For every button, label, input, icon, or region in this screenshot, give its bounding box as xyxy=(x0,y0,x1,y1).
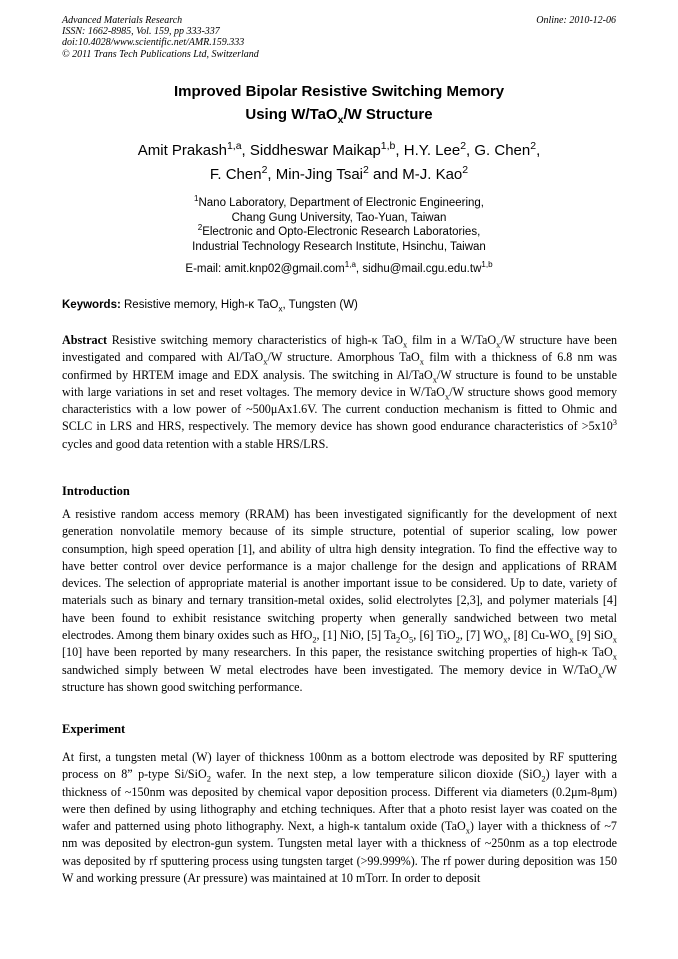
abstract-label: Abstract xyxy=(62,333,108,347)
journal-copyright: © 2011 Trans Tech Publications Ltd, Switzerland xyxy=(62,48,259,60)
section-heading-introduction: Introduction xyxy=(62,484,130,498)
email-link-1[interactable]: amit.knp02@gmail.com xyxy=(224,263,345,275)
author: H.Y. Lee xyxy=(403,142,461,159)
experiment-text: At first, a tungsten metal (W) layer of thickness 100nm as a bottom electrode was deposited by RF sputtering process on 8” p-type Si/SiO$_2$ wafer. In the next step, a low temperature silicon dioxide (SiO$_2$) layer with a thickness of ~150nm was deposited by chemical vapor deposition process. Different via diameters (0.2μm-8μm) were then defined by using lithography and etching techniques. After that a photo resist layer was coated on the wafer and patterned using photo lithography. Next, a high-κ tantalum oxide (TaO$_x$) layer with a thickness of ~7 nm was deposited by electron-gun system. Tungsten metal layer with a thickness of ~250nm as a top electrode was deposited by rf sputtering process using tungsten target (>99.999%). The rf power during deposition was 150 W and working pressure (Ar pressure) was maintained at 10 mTorr. In order to deposit xyxy=(62,750,617,886)
title-line-2: Using W/TaO$_x$/W Structure xyxy=(245,105,433,126)
email-link-2[interactable]: sidhu@mail.cgu.edu.tw xyxy=(362,263,482,275)
affiliation-1: $^1$Nano Laboratory, Department of Electronic Engineering, xyxy=(193,194,484,209)
journal-header xyxy=(62,15,259,60)
authors-line-2: F. Chen$^2$, Min-Jing Tsai$^2$ and M-J. Kao$^2$ xyxy=(209,164,469,183)
paper-title xyxy=(0,81,678,126)
journal-name: Advanced Materials Research xyxy=(62,15,183,26)
section-heading-experiment: Experiment xyxy=(62,722,126,736)
online-date: Online: 2010-12-06 xyxy=(536,15,616,26)
authors-line-1: Amit Prakash$^{1,a}$, Siddheswar Maikap$^{1,b}$, H.Y. Lee$^2$, G. Chen$^2$, xyxy=(137,140,541,159)
title-line-1: Improved Bipolar Resistive Switching Memory xyxy=(173,83,505,100)
introduction-text: A resistive random access memory (RRAM) has been investigated significantly for the development of next generation nonvolatile memory because of its simple structure, potential of superior scaling, low power consumption, high speed operation [1], and ability of ultra high density integration. To find the effective way to have better control over device performance is a major challenge for the design and applications of RRAM devices. The selection of appropriate material is another important issue to be considered. Up to date, variety of materials such as binary and ternary transition-metal oxides, solid electrolytes [2,3], and polymer materials [4] have been found to exhibit resistance switching property when generally sandwiched between two metal electrodes. Among them binary oxides such as HfO$_2$, [1] NiO, [5] $Ta_2O_5$, [6] TiO$_2$, [7] $WO_x$, [8] $Cu-WO_x$ [9] SiO$_x$ [10] have been reported by many researchers. In this paper, the resistance switching properties of high-κ TaO$_x$ sandwiched simply between W metal electrodes have been investigated. The memory device in W/TaO$_x$/W structure has shown good switching performance. xyxy=(62,507,617,694)
journal-issn: ISSN: 1662-8985, Vol. 159, pp 333-337 xyxy=(62,26,220,38)
keywords-label: Keywords: xyxy=(62,299,121,311)
affiliations: $^1$Nano Laboratory, Department of Electronic Engineering, Chang Gung University, Tao-Yuan, Taiwan $^2$Electronic and Opto-Electronic Research Laboratories, Industrial Technology Research Institute, Hsinchu, Taiwan xyxy=(0,196,678,254)
author: G. Chen xyxy=(474,142,531,159)
keywords: Keywords: Resistive memory, High-κ TaO$_x$, Tungsten (W) xyxy=(62,299,358,314)
abstract: Abstract Resistive switching memory characteristics of high-κ TaO$_x$ film in a W/TaO$_x$/W structure have been investigated and compared with Al/TaO$_x$/W structure. Amorphous TaO$_x$ film with a thickness of 6.8 nm was confirmed by HRTEM image and EDX analysis. The switching in Al/TaO$_x$/W structure is found to be unstable with large variations in set and reset voltages. The memory device in W/TaO$_x$/W structure shows good memory characteristics with a low power of ~500μAx1.6V. The current conduction mechanism is fitted to Ohmic and SCLC in LRS and HRS, respectively. The memory device has shown good endurance characteristics of $>5x10^3$ cycles and good data retention with a stable HRS/LRS. xyxy=(62,333,617,451)
author: M-J. Kao xyxy=(402,166,463,183)
journal-doi: doi:10.4028/www.scientific.net/AMR.159.333 xyxy=(62,37,245,49)
affiliation-2: $^2$Electronic and Opto-Electronic Research Laboratories, xyxy=(197,223,481,238)
author: F. Chen xyxy=(209,166,262,183)
author: Min-Jing Tsai xyxy=(275,166,364,183)
email-line: E-mail: amit.knp02@gmail.com$^{1,a}$, sidhu@mail.cgu.edu.tw$^{1,b}$ xyxy=(185,260,493,275)
author: Siddheswar Maikap xyxy=(249,142,381,159)
author: Amit Prakash xyxy=(137,142,227,159)
author-list xyxy=(0,139,678,187)
